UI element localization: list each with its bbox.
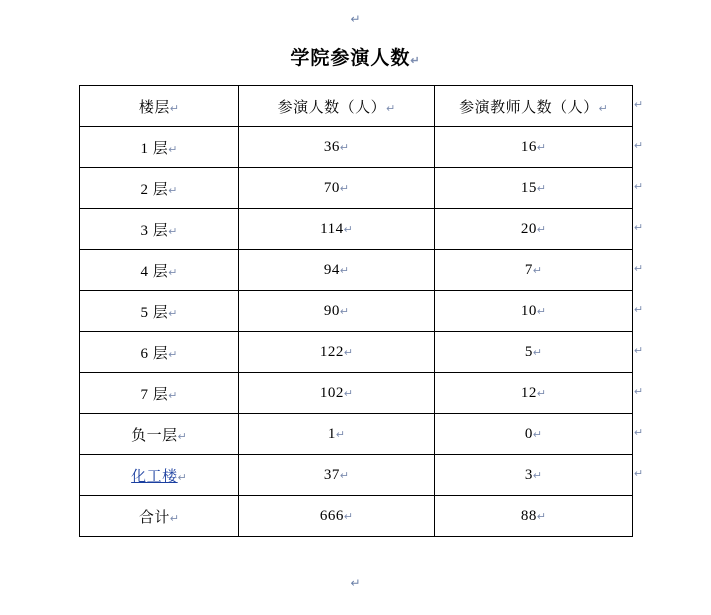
- cell-teachers: 3↵: [435, 455, 633, 496]
- paragraph-mark-icon: ↵: [339, 469, 350, 482]
- paragraph-mark-icon: ↵: [386, 102, 396, 115]
- bottom-paragraph-mark: [0, 574, 711, 592]
- paragraph-mark-icon: ↵: [536, 387, 547, 400]
- paragraph-mark-icon: ↵: [339, 264, 350, 277]
- cell-performers: 102↵: [239, 373, 435, 414]
- table-total-row: [80, 496, 633, 537]
- paragraph-mark-icon: ↵: [410, 55, 421, 67]
- table-row: [80, 168, 633, 209]
- paragraph-mark-icon: ↵: [177, 430, 187, 443]
- cell-teachers: 10↵: [435, 291, 633, 332]
- top-paragraph-mark: [0, 10, 711, 28]
- cell-floor: [80, 455, 239, 496]
- paragraph-mark-icon: ↵: [536, 141, 547, 154]
- table-row: [80, 332, 633, 373]
- row-end-mark-icon: ↵: [634, 263, 644, 275]
- cell-performers: 94↵: [239, 250, 435, 291]
- paragraph-mark-icon: ↵: [343, 510, 354, 523]
- row-end-mark-icon: ↵: [634, 181, 644, 193]
- cell-performers: 666↵: [239, 496, 435, 537]
- table-row: [80, 373, 633, 414]
- cell-floor: 7 层↵: [80, 373, 239, 414]
- paragraph-mark-icon: ↵: [532, 428, 543, 441]
- cell-performers: 70↵: [239, 168, 435, 209]
- paragraph-mark-icon: ↵: [339, 141, 350, 154]
- paragraph-mark-icon: ↵: [532, 264, 543, 277]
- row-end-mark-icon: ↵: [634, 304, 644, 316]
- cell-teachers: 7↵: [435, 250, 633, 291]
- paragraph-mark-icon: ↵: [177, 471, 187, 484]
- table-header-performers: 参演人数（人）↵: [239, 86, 435, 127]
- cell-performers: 36↵: [239, 127, 435, 168]
- cell-teachers: 88↵: [435, 496, 633, 537]
- paragraph-mark-icon: ↵: [598, 102, 608, 115]
- table-header-teachers: 参演教师人数（人）↵: [435, 86, 633, 127]
- paragraph-mark-icon: ↵: [168, 143, 178, 156]
- table-row: [80, 127, 633, 168]
- cell-floor: 合计↵: [80, 496, 239, 537]
- row-end-mark-icon: ↵: [634, 140, 644, 152]
- cell-performers: 114↵: [239, 209, 435, 250]
- paragraph-mark-icon: ↵: [169, 102, 180, 115]
- paragraph-mark-icon: ↵: [536, 510, 547, 523]
- paragraph-mark-icon: ↵: [168, 184, 178, 197]
- cell-teachers: 5↵: [435, 332, 633, 373]
- cell-teachers: 16↵: [435, 127, 633, 168]
- paragraph-mark-icon: ↵: [532, 469, 543, 482]
- row-end-mark-icon: ↵: [634, 468, 644, 480]
- row-end-mark-icon: ↵: [634, 222, 644, 234]
- cell-floor: 2 层↵: [80, 168, 239, 209]
- row-end-mark-icon: ↵: [634, 386, 644, 398]
- page-title: [0, 43, 711, 70]
- cell-floor: 4 层↵: [80, 250, 239, 291]
- cell-floor: 1 层↵: [80, 127, 239, 168]
- cell-teachers: 20↵: [435, 209, 633, 250]
- participation-table: [79, 85, 633, 537]
- paragraph-mark-icon: ↵: [532, 346, 543, 359]
- cell-floor: 6 层↵: [80, 332, 239, 373]
- paragraph-mark-icon: ↵: [168, 266, 178, 279]
- paragraph-mark-icon: ↵: [536, 223, 547, 236]
- paragraph-mark-icon: ↵: [168, 307, 178, 320]
- page-title-text: 学院参演人数: [290, 48, 411, 69]
- row-end-mark-icon: ↵: [634, 345, 644, 357]
- cell-performers: 122↵: [239, 332, 435, 373]
- cell-performers: 90↵: [239, 291, 435, 332]
- paragraph-mark-icon: ↵: [536, 182, 547, 195]
- paragraph-mark-icon: ↵: [350, 576, 361, 590]
- hyperlink-text[interactable]: 化工楼: [131, 468, 178, 485]
- table-row: [80, 209, 633, 250]
- cell-teachers: 0↵: [435, 414, 633, 455]
- table-header-row: [80, 86, 633, 127]
- paragraph-mark-icon: ↵: [168, 225, 178, 238]
- table-row: [80, 250, 633, 291]
- row-end-mark-icon: ↵: [634, 427, 644, 439]
- paragraph-mark-icon: ↵: [168, 389, 178, 402]
- table-header-floor: 楼层↵: [80, 86, 239, 127]
- paragraph-mark-icon: ↵: [339, 182, 350, 195]
- paragraph-mark-icon: ↵: [536, 305, 547, 318]
- table-row: [80, 291, 633, 332]
- paragraph-mark-icon: ↵: [343, 387, 354, 400]
- table-row: [80, 455, 633, 496]
- cell-performers: 37↵: [239, 455, 435, 496]
- row-end-marks: [634, 85, 654, 555]
- cell-floor: 3 层↵: [80, 209, 239, 250]
- row-end-mark-icon: ↵: [634, 99, 644, 111]
- cell-performers: 1↵: [239, 414, 435, 455]
- paragraph-mark-icon: ↵: [335, 428, 346, 441]
- paragraph-mark-icon: ↵: [169, 512, 180, 525]
- table-row: [80, 414, 633, 455]
- paragraph-mark-icon: ↵: [343, 223, 353, 236]
- paragraph-mark-icon: ↵: [168, 348, 178, 361]
- paragraph-mark-icon: ↵: [339, 305, 350, 318]
- cell-floor: 5 层↵: [80, 291, 239, 332]
- paragraph-mark-icon: ↵: [343, 346, 354, 359]
- cell-teachers: 12↵: [435, 373, 633, 414]
- cell-floor: 负一层↵: [80, 414, 239, 455]
- paragraph-mark-icon: ↵: [350, 12, 361, 26]
- cell-teachers: 15↵: [435, 168, 633, 209]
